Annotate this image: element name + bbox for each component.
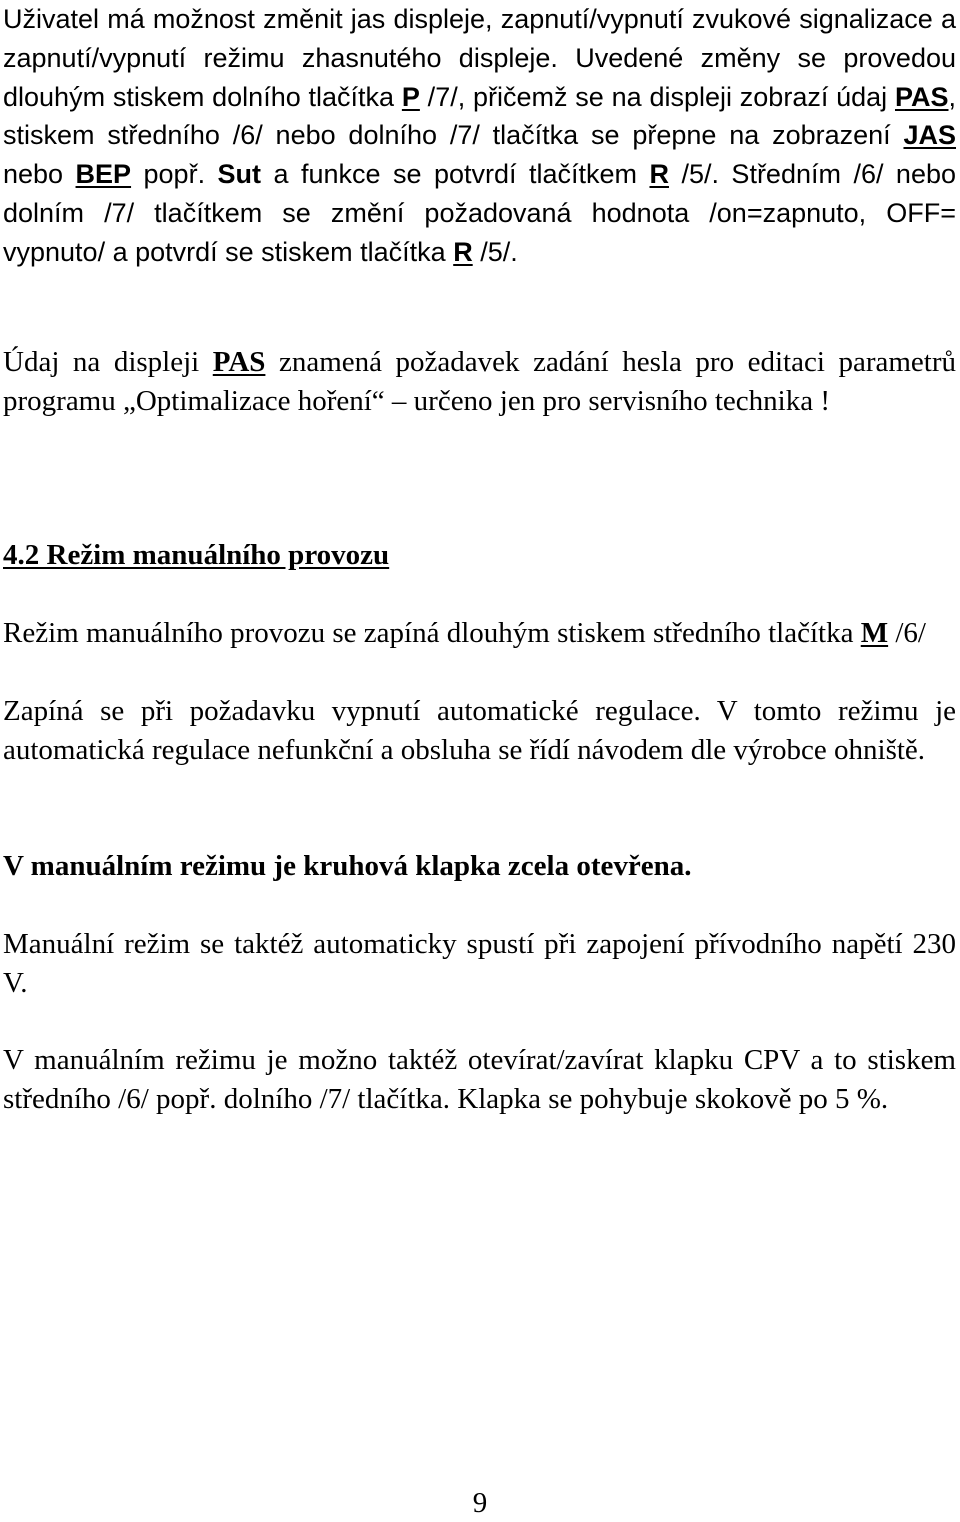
text-run: Režim manuálního provozu se zapíná dlouhým stiskem středního tlačítka <box>3 617 861 649</box>
key-r-label: R <box>453 236 473 267</box>
paragraph-display-settings <box>3 0 956 272</box>
paragraph-auto-start-note: Manuální režim se taktéž automaticky spustí při zapojení přívodního napětí 230 V. <box>3 928 956 999</box>
paragraph-manual-mode-activation <box>3 614 956 653</box>
text-run: Uživatel má možnost změnit jas displeje, zapnutí/vypnutí zvukové signalizace a zapnutí/vypnutí režimu zhasnutého displeje. Uvedené změny se provedou dlouhým stiskem dolního tlačítka <box>3 4 956 112</box>
paragraph-valve-open-note: V manuálním režimu je kruhová klapka zcela otevřena. <box>3 850 692 882</box>
paragraph-manual-mode-description: Zapíná se při požadavku vypnutí automatické regulace. V tomto režimu je automatická regulace nefunkční a obsluha se řídí návodem dle výrobce ohniště. <box>3 695 956 766</box>
text-run: , stiskem středního /6/ nebo dolního /7/ tlačítka se přepne na zobrazení <box>3 81 957 151</box>
pas-label: PAS <box>212 346 266 378</box>
jas-label: JAS <box>903 120 956 151</box>
section-heading: 4.2 Režim manuálního provozu <box>3 539 390 571</box>
text-run: a funkce se potvrdí tlačítkem <box>261 159 650 190</box>
text-run: /7/, přičemž se na displeji zobrazí údaj <box>419 81 895 112</box>
key-p-label: P <box>401 81 420 112</box>
key-r-label: R <box>649 159 669 190</box>
text-run: nebo <box>3 159 76 190</box>
text-run: popř. <box>131 159 218 190</box>
sut-label: Sut <box>217 159 262 190</box>
paragraph-valve-control-note: V manuálním režimu je možno taktéž otevírat/zavírat klapku CPV a to stiskem středního /6/ popř. dolního /7/ tlačítka. Klapka se pohybuje skokově po 5 %. <box>3 1044 956 1115</box>
text-run: /5/. Středním /6/ nebo dolním /7/ tlačítkem se změní požadovaná hodnota /on=zapnuto, OFF= vypnuto/ a potvrdí se stiskem tlačítka <box>3 159 956 267</box>
page-number: 9 <box>472 1487 488 1519</box>
key-m-label: M <box>860 617 889 649</box>
paragraph-pas-note <box>3 343 956 421</box>
text-run: znamená požadavek zadání hesla pro editaci parametrů programu „Optimalizace hoření“ – určeno jen pro servisního technika ! <box>3 346 956 417</box>
text-run: /6/ <box>888 617 926 649</box>
text-run: /5/. <box>472 236 518 267</box>
bep-label: BEP <box>75 159 132 190</box>
pas-label: PAS <box>894 81 949 112</box>
text-run: Údaj na displeji <box>3 346 213 378</box>
